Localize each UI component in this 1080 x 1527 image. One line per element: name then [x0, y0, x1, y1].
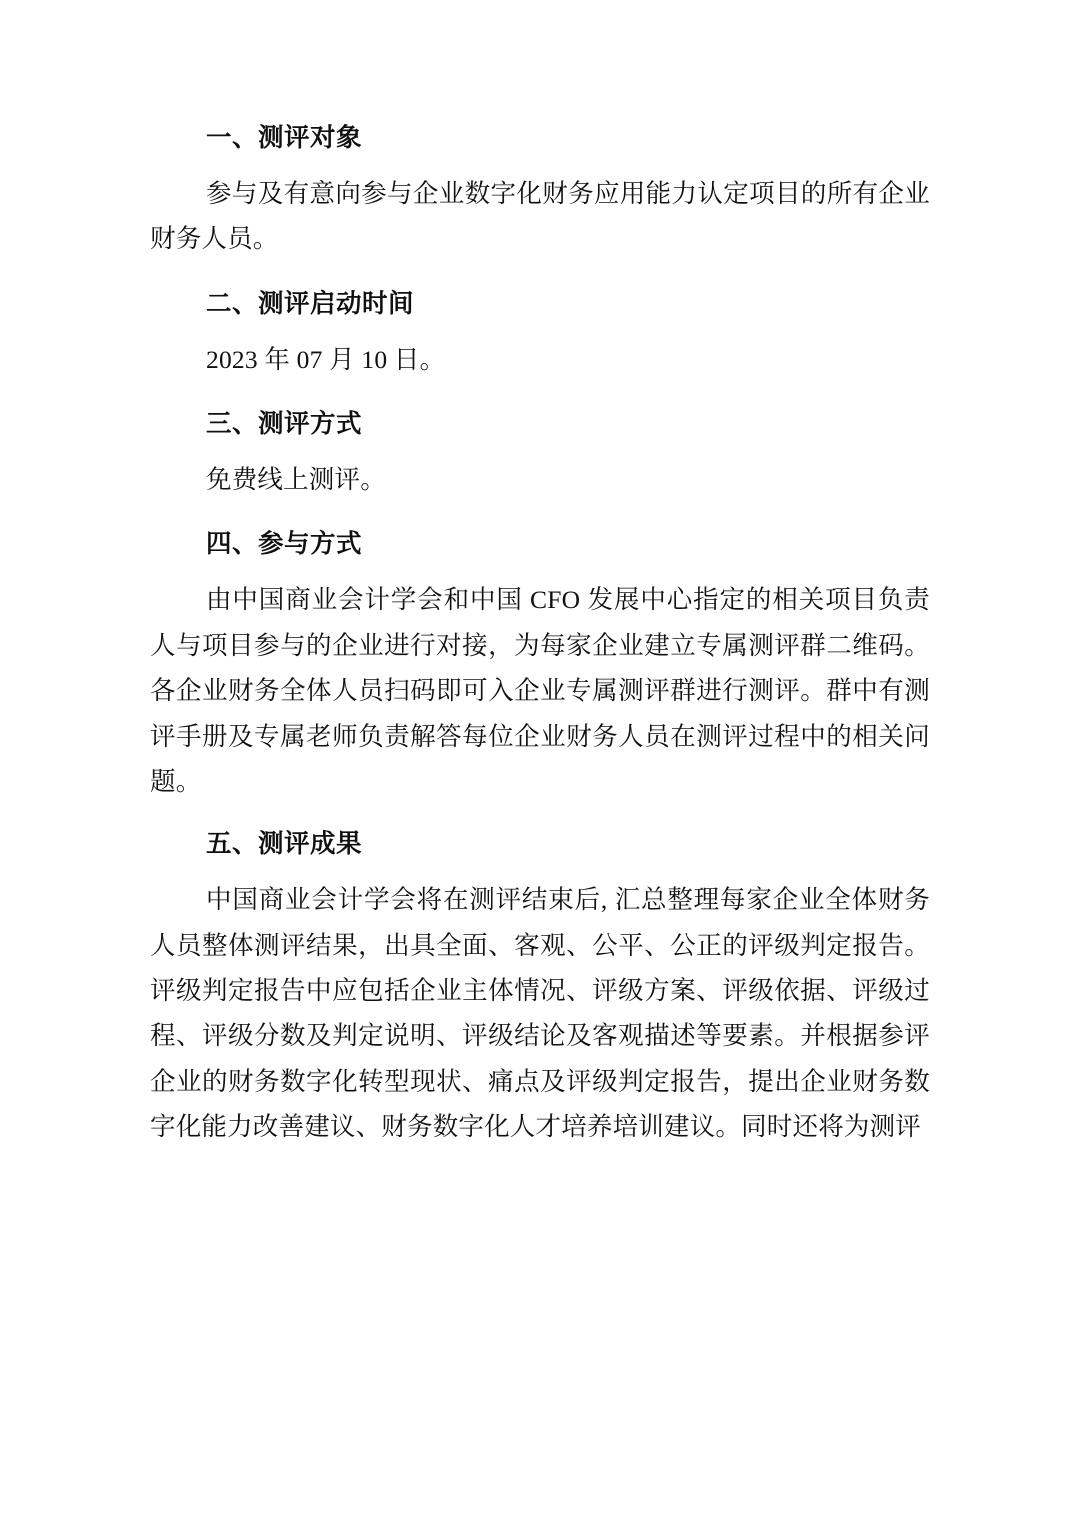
document-body: [150, 120, 930, 1149]
section-heading-5: 五、测评成果: [206, 829, 363, 860]
section-paragraph-4: 由中国商业会计学会和中国 CFO 发展中心指定的相关项目负责人与项目参与的企业进行对接，为每家企业建立专属测评群二维码。各企业财务全体人员扫码即可入企业专属测评群进行测评。群中有测评手册及专属老师负责解答每位企业财务人员在测评过程中的相关问题。: [150, 585, 930, 796]
section-heading-1: 一、测评对象: [206, 123, 363, 153]
section-paragraph-1: 参与及有意向参与企业数字化财务应用能力认定项目的所有企业财务人员。: [150, 178, 930, 254]
section-spacer: [150, 812, 930, 826]
section-heading-2: 二、测评启动时间: [206, 288, 415, 319]
section-paragraph-2: 2023 年 07 月 10 日。: [206, 344, 446, 374]
section-paragraph-5: 中国商业会计学会将在测评结束后, 汇总整理每家企业全体财务人员整体测评结果，出具全面、客观、公平、公正的评级判定报告。评级判定报告中应包括企业主体情况、评级方案、评级依据、评级过程、评级分数及判定说明、评级结论及客观描述等要素。并根据参评企业的财务数字化转型现状、痛点及评级判定报告，提出企业财务数字化能力改善建议、财务数字化人才培养培训建议。同时还将为测评: [150, 885, 930, 1142]
section-heading-3: 三、测评方式: [206, 409, 363, 440]
section-paragraph-3: 免费线上测评。: [206, 465, 386, 495]
section-heading-4: 四、参与方式: [206, 529, 363, 560]
